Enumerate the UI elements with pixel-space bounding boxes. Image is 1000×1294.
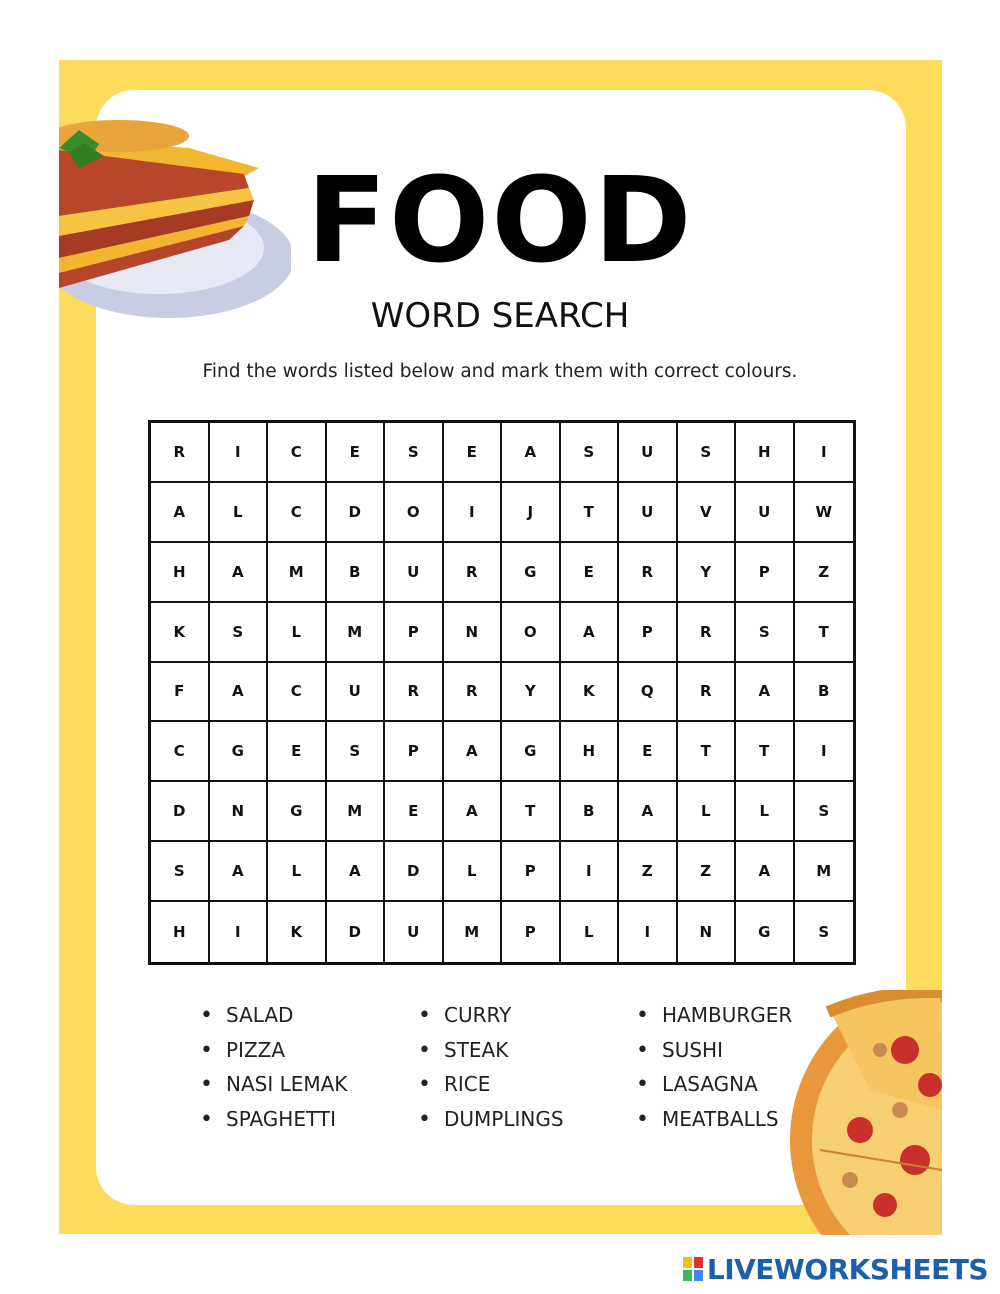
grid-cell[interactable]: H xyxy=(561,722,620,782)
grid-cell[interactable]: R xyxy=(444,663,503,723)
grid-cell[interactable]: L xyxy=(561,902,620,962)
grid-cell[interactable]: Q xyxy=(619,663,678,723)
grid-cell[interactable]: A xyxy=(210,842,269,902)
grid-cell[interactable]: A xyxy=(210,663,269,723)
grid-cell[interactable]: N xyxy=(444,603,503,663)
grid-cell[interactable]: D xyxy=(327,902,386,962)
word-column xyxy=(418,998,636,1137)
grid-cell[interactable]: T xyxy=(795,603,854,663)
grid-cell[interactable]: B xyxy=(561,782,620,842)
grid-cell[interactable]: S xyxy=(678,423,737,483)
grid-cell[interactable]: G xyxy=(210,722,269,782)
word-list-item: • MEATBALLS xyxy=(636,1102,820,1137)
grid-cell[interactable]: J xyxy=(502,483,561,543)
liveworksheets-logo-icon xyxy=(683,1257,703,1281)
grid-cell[interactable]: E xyxy=(561,543,620,603)
word-list xyxy=(200,998,820,1137)
word-list-item: • SPAGHETTI xyxy=(200,1102,418,1137)
grid-cell[interactable]: R xyxy=(444,543,503,603)
word-list-item: • PIZZA xyxy=(200,1033,418,1068)
grid-cell[interactable]: G xyxy=(736,902,795,962)
grid-cell[interactable]: V xyxy=(678,483,737,543)
grid-cell[interactable]: S xyxy=(327,722,386,782)
grid-cell[interactable]: Z xyxy=(619,842,678,902)
grid-cell[interactable]: R xyxy=(151,423,210,483)
grid-cell[interactable]: O xyxy=(502,603,561,663)
grid-cell[interactable]: M xyxy=(444,902,503,962)
grid-cell[interactable]: I xyxy=(210,423,269,483)
grid-cell[interactable]: U xyxy=(327,663,386,723)
grid-cell[interactable]: Y xyxy=(502,663,561,723)
word-search-grid[interactable] xyxy=(148,420,856,965)
grid-cell[interactable]: G xyxy=(268,782,327,842)
word-list-item: • STEAK xyxy=(418,1033,636,1068)
grid-cell[interactable]: H xyxy=(151,902,210,962)
grid-cell[interactable]: U xyxy=(385,543,444,603)
grid-cell[interactable]: L xyxy=(268,603,327,663)
word-column xyxy=(200,998,418,1137)
grid-cell[interactable]: F xyxy=(151,663,210,723)
word-list-item: • SALAD xyxy=(200,998,418,1033)
brand-name: LIVEWORKSHEETS xyxy=(706,1252,988,1286)
grid-cell[interactable]: E xyxy=(268,722,327,782)
brand-footer xyxy=(683,1252,988,1286)
grid-cell[interactable]: A xyxy=(210,543,269,603)
grid-cell[interactable]: M xyxy=(795,842,854,902)
grid-cell[interactable]: M xyxy=(327,603,386,663)
grid-cell[interactable]: I xyxy=(561,842,620,902)
word-list-item: • SUSHI xyxy=(636,1033,820,1068)
grid-cell[interactable]: A xyxy=(444,782,503,842)
grid-cell[interactable]: H xyxy=(151,543,210,603)
grid-cell[interactable]: T xyxy=(678,722,737,782)
grid-cell[interactable]: R xyxy=(678,603,737,663)
grid-cell[interactable]: S xyxy=(561,423,620,483)
grid-cell[interactable]: U xyxy=(736,483,795,543)
grid-cell[interactable]: S xyxy=(736,603,795,663)
grid-cell[interactable]: I xyxy=(444,483,503,543)
grid-cell[interactable]: E xyxy=(619,722,678,782)
grid-cell[interactable]: T xyxy=(736,722,795,782)
grid-cell[interactable]: Z xyxy=(795,543,854,603)
grid-cell[interactable]: C xyxy=(151,722,210,782)
grid-cell[interactable]: D xyxy=(385,842,444,902)
grid-cell[interactable]: L xyxy=(268,842,327,902)
grid-cell[interactable]: P xyxy=(385,603,444,663)
grid-cell[interactable]: U xyxy=(619,483,678,543)
grid-cell[interactable]: L xyxy=(736,782,795,842)
word-list-item: • CURRY xyxy=(418,998,636,1033)
grid-cell[interactable]: S xyxy=(795,782,854,842)
word-list-item: • LASAGNA xyxy=(636,1067,820,1102)
grid-cell[interactable]: C xyxy=(268,663,327,723)
grid-cell[interactable]: D xyxy=(327,483,386,543)
grid-cell[interactable]: A xyxy=(561,603,620,663)
grid-cell[interactable]: A xyxy=(502,423,561,483)
grid-cell[interactable]: A xyxy=(151,483,210,543)
grid-cell[interactable]: C xyxy=(268,423,327,483)
instructions-text: Find the words listed below and mark them with correct colours. xyxy=(202,361,798,382)
grid-cell[interactable]: E xyxy=(327,423,386,483)
grid-cell[interactable]: G xyxy=(502,543,561,603)
grid-cell[interactable]: W xyxy=(795,483,854,543)
grid-cell[interactable]: E xyxy=(385,782,444,842)
page-title: FOOD xyxy=(306,151,694,289)
grid-cell[interactable]: R xyxy=(619,543,678,603)
grid-cell[interactable]: R xyxy=(678,663,737,723)
grid-cell[interactable]: A xyxy=(444,722,503,782)
grid-cell[interactable]: K xyxy=(151,603,210,663)
grid-cell[interactable]: L xyxy=(678,782,737,842)
grid-cell[interactable]: S xyxy=(151,842,210,902)
grid-cell[interactable]: I xyxy=(795,722,854,782)
grid-cell[interactable]: A xyxy=(327,842,386,902)
grid-cell[interactable]: S xyxy=(385,423,444,483)
grid-cell[interactable]: I xyxy=(619,902,678,962)
grid-cell[interactable]: G xyxy=(502,722,561,782)
grid-cell[interactable]: E xyxy=(444,423,503,483)
word-list-item: • NASI LEMAK xyxy=(200,1067,418,1102)
page-subtitle: WORD SEARCH xyxy=(370,296,630,336)
grid-cell[interactable]: K xyxy=(561,663,620,723)
grid-cell[interactable]: P xyxy=(502,842,561,902)
grid-cell[interactable]: U xyxy=(385,902,444,962)
grid-cell[interactable]: U xyxy=(619,423,678,483)
grid-cell[interactable]: S xyxy=(210,603,269,663)
grid-cell[interactable]: H xyxy=(736,423,795,483)
grid-cell[interactable]: A xyxy=(736,842,795,902)
grid-cell[interactable]: L xyxy=(444,842,503,902)
grid-cell[interactable]: L xyxy=(210,483,269,543)
grid-cell[interactable]: A xyxy=(736,663,795,723)
grid-cell[interactable]: N xyxy=(210,782,269,842)
grid-cell[interactable]: M xyxy=(268,543,327,603)
grid-cell[interactable]: M xyxy=(327,782,386,842)
grid-cell[interactable]: R xyxy=(385,663,444,723)
word-list-item: • DUMPLINGS xyxy=(418,1102,636,1137)
grid-cell[interactable]: Y xyxy=(678,543,737,603)
grid-cell[interactable]: B xyxy=(327,543,386,603)
grid-cell[interactable]: P xyxy=(502,902,561,962)
grid-cell[interactable]: S xyxy=(818,923,830,942)
grid-cell[interactable]: T xyxy=(502,782,561,842)
grid-cell[interactable]: I xyxy=(795,423,854,483)
word-column xyxy=(636,998,820,1137)
grid-cell[interactable]: P xyxy=(385,722,444,782)
grid-cell[interactable]: A xyxy=(619,782,678,842)
grid-cell[interactable]: K xyxy=(268,902,327,962)
grid-cell[interactable]: P xyxy=(619,603,678,663)
grid-cell[interactable]: O xyxy=(385,483,444,543)
word-list-item: • RICE xyxy=(418,1067,636,1102)
grid-cell[interactable]: Z xyxy=(678,842,737,902)
grid-cell[interactable]: C xyxy=(268,483,327,543)
grid-cell[interactable]: I xyxy=(210,902,269,962)
grid-cell[interactable]: D xyxy=(151,782,210,842)
grid-cell[interactable]: T xyxy=(561,483,620,543)
grid-cell[interactable]: B xyxy=(795,663,854,723)
word-list-item: • HAMBURGER xyxy=(636,998,820,1033)
grid-cell[interactable]: P xyxy=(736,543,795,603)
grid-cell[interactable]: N xyxy=(678,902,737,962)
